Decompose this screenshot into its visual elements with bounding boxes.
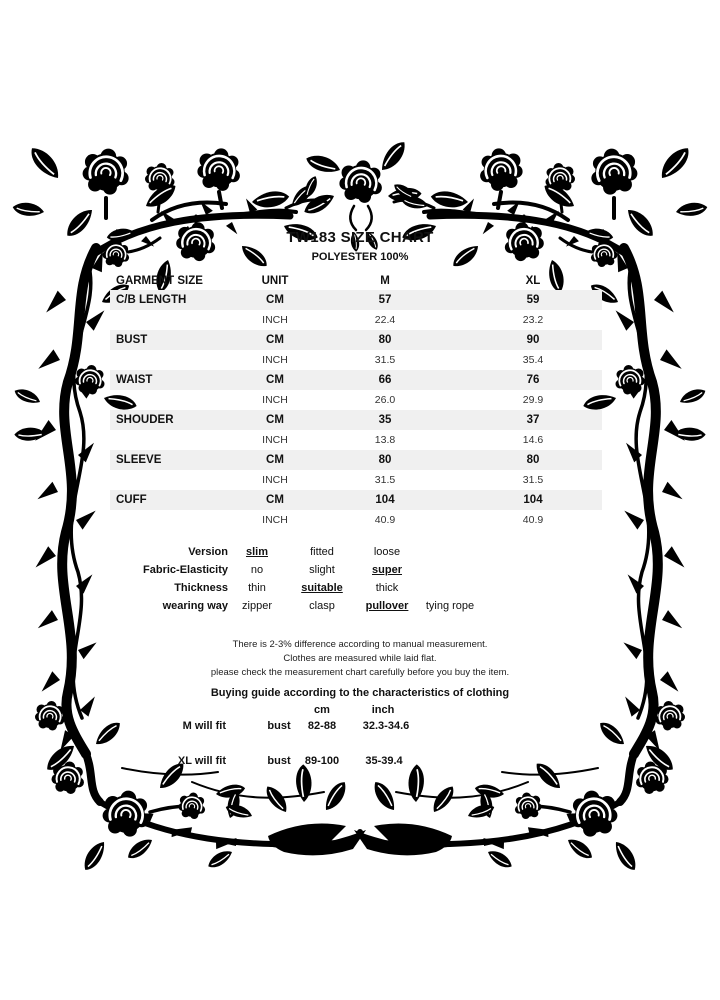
value-xl: 80 — [526, 454, 540, 466]
fit-size: M will fit — [182, 720, 226, 732]
header-size-m: M — [380, 274, 390, 287]
header-size-xl: XL — [525, 274, 541, 287]
value-xl: 40.9 — [522, 514, 544, 526]
buying-guide-header — [0, 704, 720, 720]
header-garment-size: GARMENT SIZE — [116, 274, 203, 287]
row-unit: CM — [266, 414, 284, 426]
row-unit: CM — [266, 494, 284, 506]
attr-option: clasp — [309, 600, 335, 612]
row-unit: CM — [266, 294, 284, 306]
note-line: please check the measurement chart carefully before you buy the item. — [210, 667, 510, 678]
value-xl: 31.5 — [522, 474, 544, 486]
attr-option-selected: suitable — [301, 582, 343, 594]
row-unit: INCH — [262, 514, 288, 526]
attr-option: thick — [375, 582, 399, 594]
fit-measure: bust — [267, 720, 291, 732]
attr-option-selected: slim — [245, 546, 269, 558]
value-m: 22.4 — [374, 314, 396, 326]
attr-row-thickness — [0, 582, 720, 600]
row-unit: INCH — [262, 314, 288, 326]
fit-size: XL will fit — [177, 755, 226, 767]
table-row — [110, 290, 602, 310]
table-row — [110, 470, 602, 490]
attr-row-version — [0, 546, 720, 564]
table-row — [110, 370, 602, 390]
value-m: 31.5 — [374, 474, 396, 486]
value-xl: 37 — [526, 414, 540, 426]
row-unit: CM — [266, 454, 284, 466]
value-xl: 59 — [526, 294, 540, 306]
value-m: 40.9 — [374, 514, 396, 526]
row-label: SLEEVE — [116, 454, 162, 466]
row-unit: INCH — [262, 474, 288, 486]
attr-label: Thickness — [174, 582, 228, 594]
attr-label: Fabric-Elasticity — [143, 564, 228, 576]
row-label: BUST — [116, 334, 148, 346]
attr-option-selected: super — [372, 564, 402, 576]
table-row — [110, 510, 602, 530]
note-line: Clothes are measured while laid flat. — [283, 653, 437, 664]
table-row — [110, 330, 602, 350]
value-xl: 14.6 — [522, 434, 544, 446]
size-table — [110, 271, 602, 530]
table-row — [110, 410, 602, 430]
value-xl: 23.2 — [522, 314, 544, 326]
value-xl: 90 — [526, 334, 540, 346]
table-row — [110, 450, 602, 470]
header-unit: UNIT — [261, 274, 289, 287]
buying-guide-title: Buying guide according to the characteristics of clothing — [210, 687, 510, 699]
attr-label: Version — [188, 546, 228, 558]
page-subtitle: POLYESTER 100% — [311, 251, 409, 263]
col-header-inch: inch — [371, 704, 395, 716]
attr-option: no — [250, 564, 264, 576]
value-m: 13.8 — [374, 434, 396, 446]
note-line: There is 2-3% difference according to manual measurement. — [232, 639, 488, 650]
attr-option: fitted — [310, 546, 334, 558]
buying-guide-row — [0, 720, 720, 736]
row-label: SHOUDER — [116, 414, 174, 426]
value-xl: 104 — [523, 494, 543, 506]
fit-inch: 32.3-34.6 — [362, 720, 410, 732]
value-m: 57 — [378, 294, 392, 306]
fit-measure: bust — [267, 755, 291, 767]
bottom-center-dot — [357, 829, 363, 835]
row-unit: CM — [266, 334, 284, 346]
row-unit: INCH — [262, 394, 288, 406]
value-xl: 76 — [526, 374, 540, 386]
row-label: C/B LENGTH — [116, 294, 187, 306]
value-xl: 29.9 — [522, 394, 544, 406]
attr-option: zipper — [242, 600, 272, 612]
table-row — [110, 390, 602, 410]
attr-option: thin — [248, 582, 266, 594]
table-header-row — [110, 271, 602, 290]
row-label: CUFF — [116, 494, 147, 506]
attr-label: wearing way — [162, 600, 228, 612]
value-m: 26.0 — [374, 394, 396, 406]
table-row — [110, 310, 602, 330]
value-xl: 35.4 — [522, 354, 544, 366]
fit-cm: 89-100 — [304, 755, 340, 767]
attr-option: tying rope — [425, 600, 475, 612]
value-m: 66 — [378, 374, 392, 386]
value-m: 80 — [378, 334, 392, 346]
value-m: 80 — [378, 454, 392, 466]
table-row — [110, 490, 602, 510]
value-m: 31.5 — [374, 354, 396, 366]
row-unit: CM — [266, 374, 284, 386]
buying-guide-row — [0, 755, 720, 771]
value-m: 104 — [375, 494, 395, 506]
measurement-notes — [0, 638, 720, 680]
table-row — [110, 350, 602, 370]
fit-inch: 35-39.4 — [365, 755, 403, 767]
attr-option: loose — [373, 546, 401, 558]
row-unit: INCH — [262, 354, 288, 366]
row-label: WAIST — [116, 374, 153, 386]
fit-cm: 82-88 — [307, 720, 337, 732]
attr-option: slight — [309, 564, 335, 576]
attr-row-wearing-way — [0, 600, 720, 618]
attr-option-selected: pullover — [365, 600, 409, 612]
table-row — [110, 430, 602, 450]
value-m: 35 — [378, 414, 392, 426]
row-unit: INCH — [262, 434, 288, 446]
page-title: TW183 SIZE CHART — [286, 229, 434, 246]
attr-row-elasticity — [0, 564, 720, 582]
col-header-cm: cm — [314, 704, 330, 716]
